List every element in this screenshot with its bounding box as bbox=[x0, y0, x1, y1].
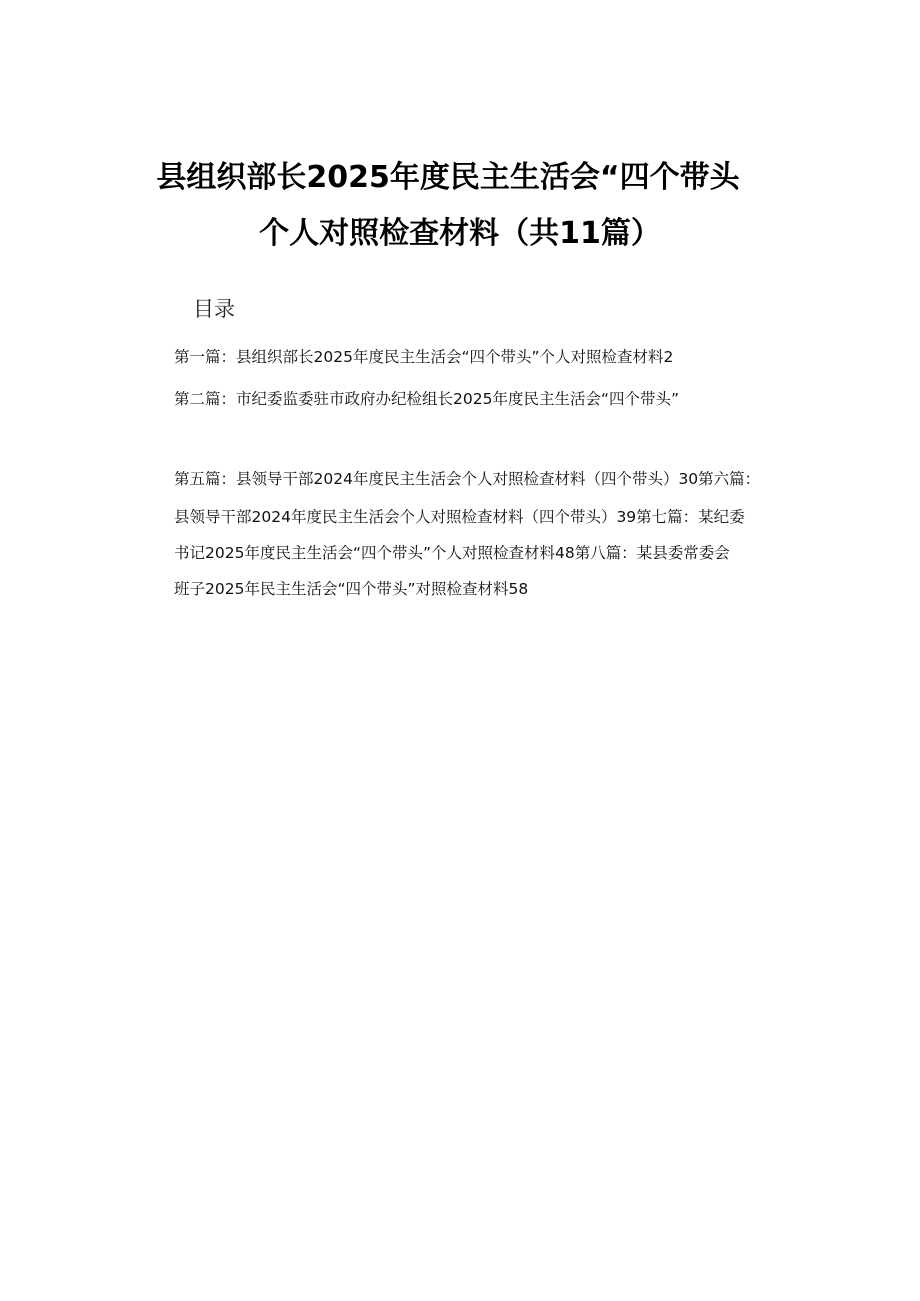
toc-entry: 第五篇：县领导干部2024年度民主生活会个人对照检查材料（四个带头）30第六篇： bbox=[174, 470, 761, 488]
toc-entry: 第二篇：市纪委监委驻市政府办纪检组长2025年度民主生活会“四个带头” bbox=[174, 390, 680, 408]
toc-entry: 第一篇：县组织部长2025年度民主生活会“四个带头”个人对照检查材料2 bbox=[174, 348, 674, 366]
toc-heading: 目录 bbox=[193, 297, 235, 321]
document-title-line-1: 县组织部长2025年度民主生活会“四个带头 bbox=[156, 160, 740, 195]
toc-entry: 县领导干部2024年度民主生活会个人对照检查材料（四个带头）39第七篇：某纪委 bbox=[174, 508, 745, 526]
document-title-line-2: 个人对照检查材料（共11篇） bbox=[259, 216, 661, 251]
toc-entry: 班子2025年民主生活会“四个带头”对照检查材料58 bbox=[174, 580, 529, 598]
toc-entry: 书记2025年度民主生活会“四个带头”个人对照检查材料48第八篇：某县委常委会 bbox=[174, 544, 730, 562]
